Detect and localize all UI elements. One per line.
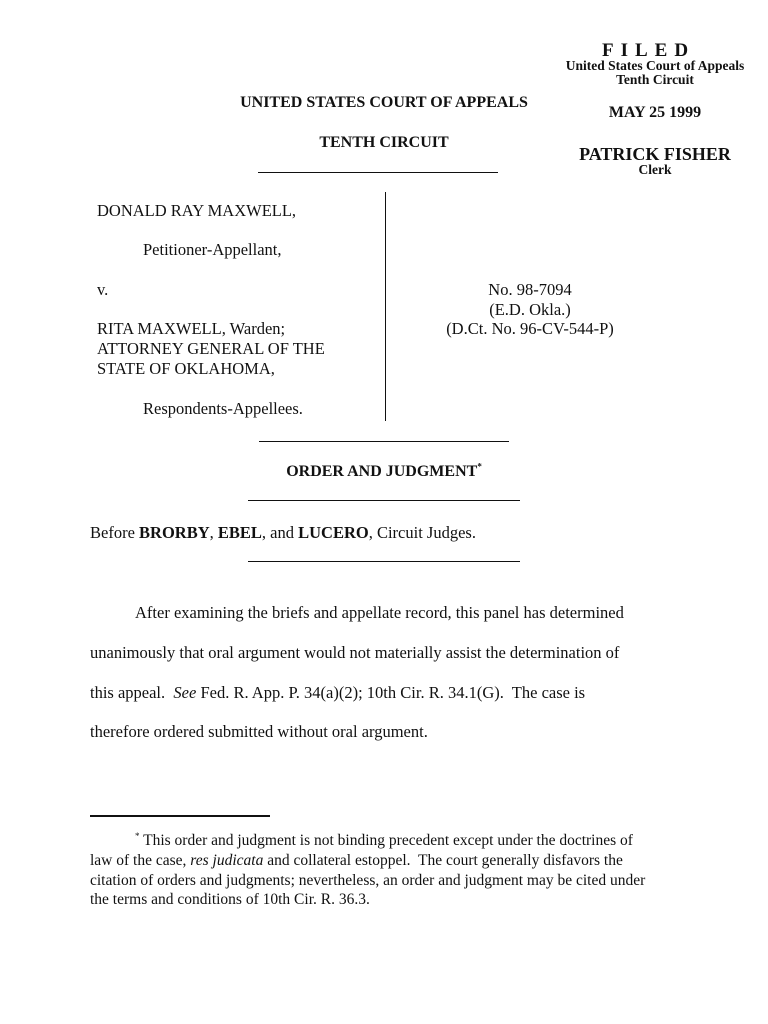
- respondent-line-3: STATE OF OKLAHOMA,: [97, 359, 275, 378]
- court-name: UNITED STATES COURT OF APPEALS: [240, 94, 528, 111]
- order-title-divider: [248, 500, 520, 501]
- panel-suffix: , Circuit Judges.: [368, 523, 476, 542]
- respondent-line-2: ATTORNEY GENERAL OF THE: [97, 339, 325, 358]
- body-line-1: After examining the briefs and appellate record, this panel has determined: [135, 603, 624, 622]
- filed-stamp-clerk-name: PATRICK FISHER: [579, 144, 731, 164]
- body-line-3-start: this appeal.: [90, 683, 174, 702]
- footnote-line-1: [135, 832, 633, 850]
- filed-stamp-title: FILED: [602, 40, 696, 61]
- versus-label: v.: [97, 280, 109, 299]
- judge-lucero: LUCERO: [298, 523, 369, 542]
- order-title-text: ORDER AND JUDGMENT: [286, 463, 478, 480]
- order-title: [200, 463, 568, 481]
- footnote-line-4: the terms and conditions of 10th Cir. R. 36.3.: [90, 891, 370, 908]
- panel-divider: [248, 561, 520, 562]
- judge-brorby: BRORBY: [139, 523, 210, 542]
- order-title-footnote-mark: *: [477, 461, 482, 472]
- circuit-name: TENTH CIRCUIT: [319, 134, 449, 151]
- body-line-3-citation: Fed. R. App. P. 34(a)(2); 10th Cir. R. 34.1(G). The case is: [196, 683, 586, 702]
- body-line-4: therefore ordered submitted without oral argument.: [90, 722, 428, 741]
- panel-separator-2: , and: [261, 523, 299, 542]
- filed-stamp-court: United States Court of Appeals: [565, 58, 745, 73]
- panel-separator-1: ,: [209, 523, 218, 542]
- footnote-separator: [90, 815, 270, 817]
- petitioner-name: DONALD RAY MAXWELL,: [97, 201, 297, 220]
- respondent-line-1: RITA MAXWELL, Warden;: [97, 319, 286, 338]
- footnote-line-2-end: and collateral estoppel. The court generally disfavors the: [263, 852, 623, 869]
- body-line-2: unanimously that oral argument would not materially assist the determination of: [90, 643, 620, 662]
- header-divider: [258, 172, 498, 173]
- filed-stamp-circuit: Tenth Circuit: [616, 72, 694, 87]
- case-number: No. 98-7094: [488, 280, 572, 299]
- petitioner-role: Petitioner-Appellant,: [143, 240, 282, 259]
- filed-stamp-date: MAY 25 1999: [608, 104, 702, 121]
- body-line-3: [90, 683, 585, 703]
- footnote-line-2: [90, 852, 623, 870]
- body-line-3-see: See: [173, 683, 197, 702]
- respondent-role: Respondents-Appellees.: [143, 399, 303, 418]
- district-court: (E.D. Okla.): [489, 300, 571, 319]
- footnote-res-judicata: res judicata: [190, 852, 264, 869]
- caption-bottom-divider: [259, 441, 509, 442]
- panel-before: Before: [90, 523, 140, 542]
- footnote-line-3: citation of orders and judgments; nevertheless, an order and judgment may be cited under: [90, 872, 646, 889]
- district-case-number: (D.Ct. No. 96-CV-544-P): [446, 319, 614, 338]
- filed-stamp-clerk-title: Clerk: [638, 162, 672, 177]
- footnote-line-1-text: This order and judgment is not binding precedent except under the doctrines of: [139, 832, 633, 849]
- judge-ebel: EBEL: [217, 523, 262, 542]
- caption-vertical-divider: [385, 192, 386, 421]
- panel-line: [90, 523, 476, 543]
- footnote-mark: *: [135, 830, 140, 841]
- footnote-line-2-start: law of the case,: [90, 852, 191, 869]
